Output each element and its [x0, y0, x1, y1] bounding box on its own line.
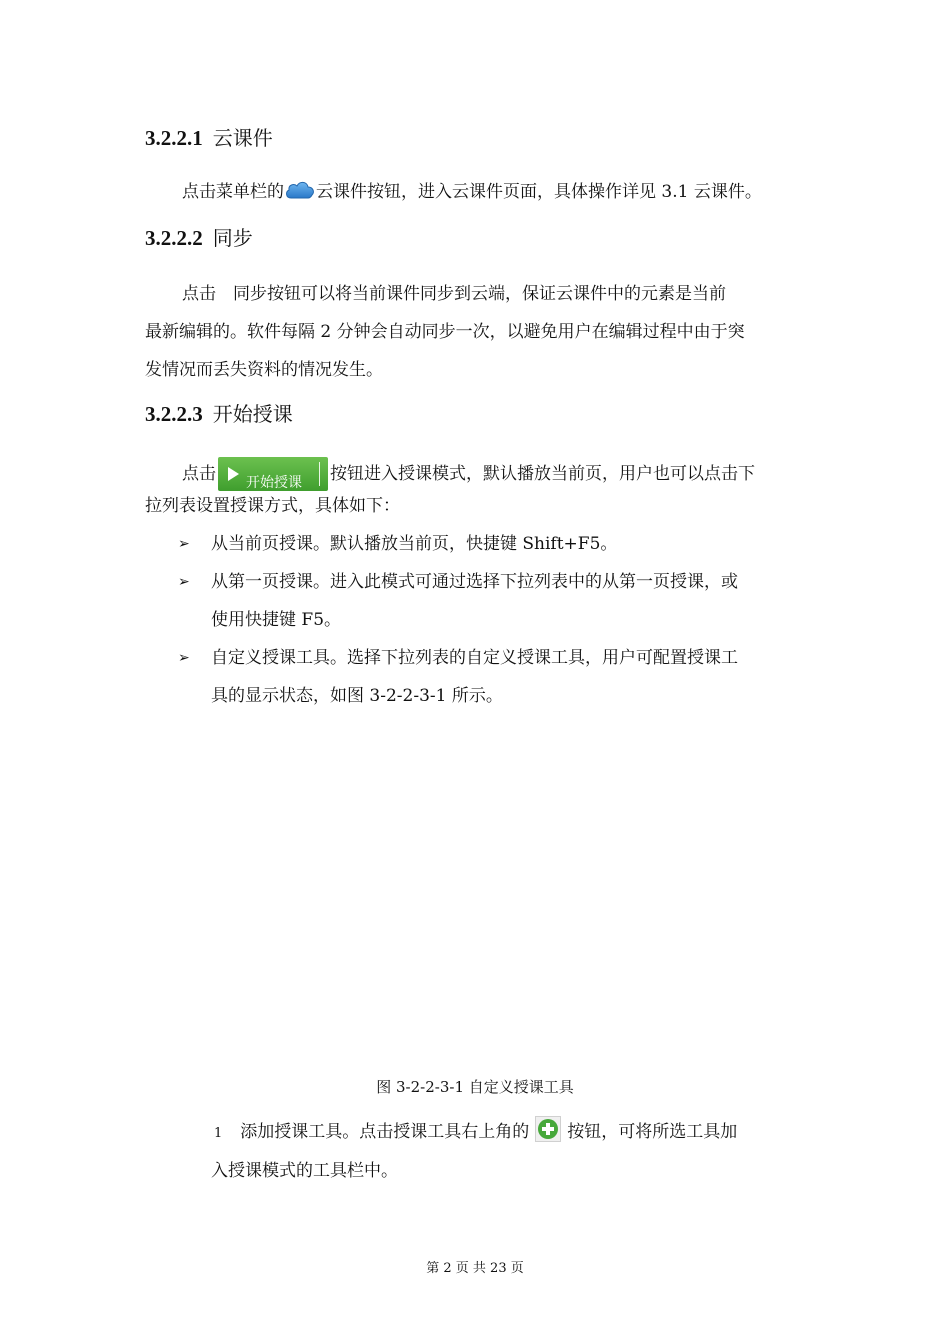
section-number: 3.2.2.2: [145, 226, 203, 250]
play-icon: [228, 467, 239, 481]
list-item-text: 使用快捷键 F5。: [211, 610, 342, 630]
list-item-text: 具的显示状态，如图 3-2-2-3-1 所示。: [211, 686, 503, 706]
list-item: [178, 563, 813, 639]
numbered-item-line2: 入授课模式的工具栏中。: [211, 1161, 398, 1181]
paragraph-text: 云课件按钮，进入云课件页面，具体操作详见 3.1 云课件。: [316, 182, 762, 202]
paragraph-sync-line2: 最新编辑的。软件每隔 2 分钟会自动同步一次，以避免用户在编辑过程中由于突: [145, 322, 745, 342]
item-number: 1: [214, 1126, 223, 1141]
section-title: 同步: [212, 226, 253, 250]
start-teaching-label: 开始授课: [246, 475, 302, 491]
paragraph-sync-line1: 点击 同步按钮可以将当前课件同步到云端，保证云课件中的元素是当前: [182, 284, 726, 304]
start-teaching-button[interactable]: [218, 457, 328, 491]
section-heading-start-teaching: [145, 398, 293, 427]
bullet-arrow-icon: ➢: [178, 536, 190, 552]
paragraph-start-line2: 拉列表设置授课方式，具体如下：: [145, 496, 400, 516]
paragraph-text: 点击菜单栏的: [182, 182, 284, 202]
paragraph-text: 按钮进入授课模式，默认播放当前页，用户也可以点击下: [330, 464, 755, 484]
figure-area: [145, 720, 810, 1060]
bullet-arrow-icon: ➢: [178, 574, 190, 590]
add-tool-button[interactable]: [535, 1116, 561, 1142]
paragraph-sync-line3: 发情况而丢失资料的情况发生。: [145, 360, 383, 380]
paragraph-text: 添加授课工具。点击授课工具右上角的: [240, 1122, 530, 1142]
section-heading-sync: [145, 222, 253, 251]
add-icon: [538, 1119, 558, 1139]
list-item-text: 自定义授课工具。选择下拉列表的自定义授课工具，用户可配置授课工: [211, 648, 738, 668]
button-divider: [319, 462, 320, 486]
paragraph-text: 按钮，可将所选工具加: [567, 1122, 738, 1142]
section-heading-cloud-courseware: [145, 122, 273, 151]
paragraph-cloud: [182, 173, 822, 214]
section-number: 3.2.2.1: [145, 126, 203, 150]
section-number: 3.2.2.3: [145, 402, 203, 426]
section-title: 开始授课: [212, 402, 293, 426]
section-title: 云课件: [212, 126, 273, 150]
page-footer: 第 2 页 共 23 页: [426, 1261, 524, 1276]
cloud-icon: [284, 176, 316, 214]
paragraph-text: 点击: [182, 464, 216, 484]
bullet-arrow-icon: ➢: [178, 650, 190, 666]
list-item-text: 从当前页授课。默认播放当前页，快捷键 Shift+F5。: [211, 534, 618, 554]
list-item: [178, 639, 813, 715]
figure-caption: 图 3-2-2-3-1 自定义授课工具: [376, 1078, 574, 1096]
numbered-item-line1: [214, 1113, 814, 1153]
list-item-text: 从第一页授课。进入此模式可通过选择下拉列表中的从第一页授课，或: [211, 572, 738, 592]
list-item: [178, 525, 813, 563]
